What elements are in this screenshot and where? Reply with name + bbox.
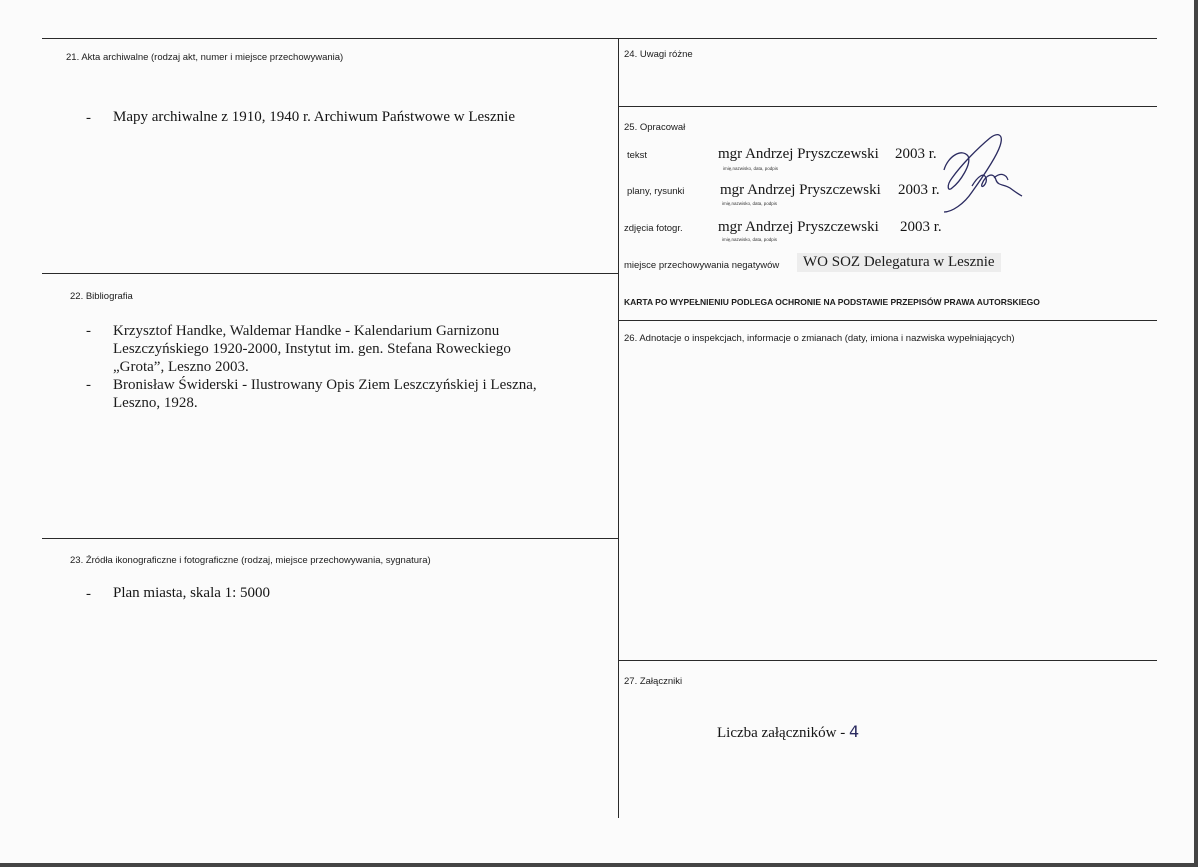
bibliography-line: Bronisław Świderski - Ilustrowany Opis Ziem Leszczyńskiej i Leszna,: [113, 377, 537, 393]
attachments-count: 4: [849, 722, 860, 741]
bibliography-line: „Grota”, Leszno 2003.: [113, 359, 249, 375]
section-26-heading: 26. Adnotacje o inspekcjach, informacje o zmianach (daty, imiona i nazwiska wypełniających): [624, 333, 1015, 344]
negatives-label: miejsce przechowywania negatywów: [624, 260, 780, 271]
bullet: -: [86, 586, 91, 602]
section-23-item: Plan miasta, skala 1: 5000: [113, 585, 271, 601]
author-year: 2003 r.: [898, 182, 940, 198]
bullet: -: [86, 323, 91, 339]
section-24-heading: 24. Uwagi różne: [624, 49, 693, 60]
center-divider: [618, 38, 619, 818]
bibliography-line: Leszno, 1928.: [113, 395, 198, 411]
bibliography-line: Leszczyńskiego 1920-2000, Instytut im. gen. Stefana Roweckiego: [113, 341, 511, 357]
row-label-tekst: tekst: [627, 150, 648, 161]
rule-21-22: [42, 273, 618, 274]
section-22-heading: 22. Bibliografia: [70, 291, 133, 302]
rule-26-27: [618, 660, 1157, 661]
attachments-label: Liczba załączników -: [717, 725, 846, 741]
row-label-photos: zdjęcia fotogr.: [624, 223, 683, 234]
author-year: 2003 r.: [895, 146, 937, 162]
section-27-heading: 27. Załączniki: [624, 676, 683, 687]
bullet: -: [86, 377, 91, 393]
author-name: mgr Andrzej Pryszczewski: [718, 146, 879, 162]
author-name: mgr Andrzej Pryszczewski: [718, 219, 879, 235]
section-23-heading: 23. Źródła ikonograficzne i fotograficzne (rodzaj, miejsce przechowywania, sygnatura): [70, 555, 431, 566]
section-21-item: Mapy archiwalne z 1910, 1940 r. Archiwum Państwowe w Lesznie: [113, 109, 515, 125]
field-hint: imię,nazwisko, data, podpis: [722, 237, 778, 242]
row-label-plans: plany, rysunki: [627, 186, 685, 197]
rule-22-23: [42, 538, 618, 539]
copyright-notice: KARTA PO WYPEŁNIENIU PODLEGA OCHRONIE NA PODSTAWIE PRZEPISÓW PRAWA AUTORSKIEGO: [624, 297, 1040, 307]
signature-icon: [938, 126, 1028, 214]
author-name: mgr Andrzej Pryszczewski: [720, 182, 881, 198]
field-hint: imię,nazwisko, data, podpis: [722, 201, 778, 206]
bullet: -: [86, 110, 91, 126]
negatives-value: WO SOZ Delegatura w Lesznie: [797, 253, 1001, 272]
field-hint: imię,nazwisko, data, podpis: [723, 166, 779, 171]
bibliography-line: Krzysztof Handke, Waldemar Handke - Kalendarium Garnizonu: [113, 323, 500, 339]
rule-24-25: [618, 106, 1157, 107]
top-rule: [42, 38, 1157, 39]
rule-25-26: [618, 320, 1157, 321]
section-25-heading: 25. Opracował: [624, 122, 686, 133]
author-year: 2003 r.: [900, 219, 942, 235]
bibliography-list: [113, 322, 537, 412]
section-21-heading: 21. Akta archiwalne (rodzaj akt, numer i miejsce przechowywania): [66, 52, 344, 63]
